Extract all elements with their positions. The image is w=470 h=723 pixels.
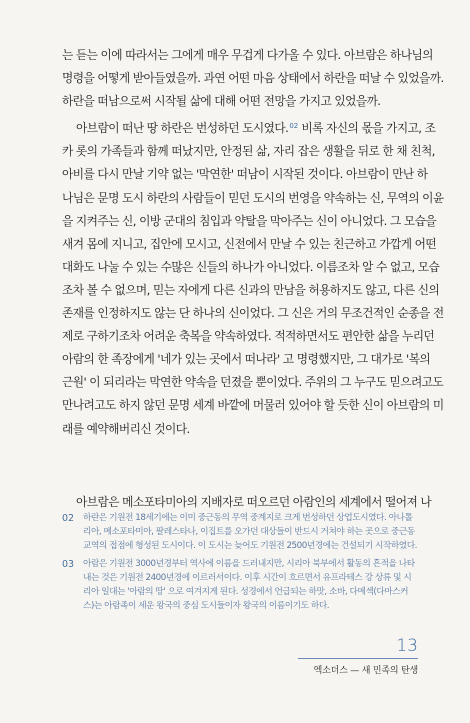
footer-divider [298, 658, 418, 659]
footnote-number: 03 [62, 558, 75, 570]
text-line: 명령을 어떻게 받아들였을까. 과연 어떤 마음 상태에서 하란을 떠날 수 있었을까. [62, 71, 444, 86]
text-line: 아비를 다시 만날 기약 없는 '막연한' 떠남이 시작된 것이다. 아브람이 만난 하 [62, 167, 428, 182]
text-line: 대화도 나눌 수 있는 수많은 신들의 하나가 아니었다. 이름조차 알 수 없고, 모습 [62, 259, 440, 274]
running-head: 엑소더스 — 새 민족의 탄생 [313, 666, 418, 676]
footnote-line: 내는 것은 기원전 2400년경에 이르러서이다. 이후 시간이 흐르면서 유프라테스 강 상류 및 시 [83, 572, 412, 583]
text-line: 아람의 한 족장에게 '네가 있는 곳에서 떠나라' 고 명령했지만, 그 대가로 '복의 [62, 352, 431, 367]
footnotes [62, 511, 422, 616]
text-line: 나님은 문명 도시 하란의 사람들이 믿던 도시의 번영을 약속하는 신, 무역의 이윤 [62, 190, 444, 205]
footnote-line: 리아, 메소포타미아, 팔레스타나, 이집트를 오가던 대상들이 반드시 거쳐야 하는 곳으로 중근동 [83, 527, 415, 538]
text-line: 새겨 몸에 지니고, 집안에 모시고, 신전에서 만날 수 있는 친근하고 가깝게 어떤 [62, 236, 437, 251]
footnote-number: 02 [62, 513, 75, 524]
text-line: 하란을 떠남으로써 시작될 삶에 대해 어떤 전망을 가지고 있었을까. [62, 94, 381, 109]
text-line: 는 듣는 이에 따라서는 그에게 매우 무겁게 다가올 수 있다. 아브람은 하나님의 [62, 48, 433, 62]
page-footer [298, 636, 418, 676]
text-line: 근원' 이 되리라는 막연한 약속을 던졌을 뿐이었다. 주위의 그 누구도 믿으려고도 [62, 375, 444, 390]
footnote-line: 교역의 접점에 형성된 도시이다. 이 도시는 늦어도 기원전 2500년경에는 건설되기 시작하였다. [83, 541, 417, 552]
text-line: 존재를 인정하지도 않는 단 하나의 신이었다. 그 신은 거의 무조건적인 순종을 전 [62, 306, 444, 321]
text-line: 래를 예약해버리신 것이다. [62, 421, 190, 436]
text-span: 비록 자신의 몫을 가지고, 조 [298, 121, 436, 136]
footnote [62, 511, 422, 554]
text-line: 아브람은 메소포타미아의 지배자로 떠오르던 아람인의 세계에서 떨어져 나 [76, 494, 432, 509]
footnote-line: 스)는 아람족이 세운 왕국의 중심 도시들이자 왕국의 이름이기도 하다. [83, 601, 330, 612]
text-line [62, 464, 418, 487]
footnote [62, 557, 422, 614]
text-line [62, 117, 436, 140]
text-span: 아브람이 떠난 땅 하란은 번성하던 도시였다. [76, 121, 289, 136]
footnote-line: 리아 일대는 '아람의 땅' 으로 여겨지게 된다. 성경에서 언급되는 하맛, 소바, 다메섹(다마스커 [83, 586, 409, 597]
footnote-ref[interactable]: 02 [289, 122, 299, 131]
page-number: 13 [396, 636, 418, 656]
footnote-line: 하란은 기원전 18세기에는 이미 중근동의 무역 중계지로 크게 번성하던 상업도시였다. 아나톨 [83, 513, 413, 523]
text-line: 을 지켜주는 신, 이방 군대의 침입과 약탈을 막아주는 신이 아니었다. 그 모습을 [62, 213, 437, 228]
text-line: 제로 구하기조차 어려운 축복을 약속하였다. 적적하면서도 편안한 삶을 누리던 [62, 329, 435, 344]
main-text [62, 44, 444, 514]
text-line: 카 롯의 가족들과 함께 떠났지만, 안정된 삶, 자리 잡은 생활을 뒤로 한 채 친척, [62, 144, 435, 159]
text-line: 만나려고도 하지 않던 문명 세계 바깥에 머물러 있어야 할 듯한 신이 아브람의 미 [62, 398, 444, 413]
text-line: 조차 볼 수 없으며, 믿는 자에게 다른 신과의 만남을 허용하지도 않고, 다른 신의 [62, 282, 440, 297]
text-line [62, 441, 418, 464]
footnote-line: 아람은 기원전 3000년경부터 역사에 이름을 드러내지만, 시리아 북부에서 활동의 흔적을 나타 [83, 558, 415, 569]
